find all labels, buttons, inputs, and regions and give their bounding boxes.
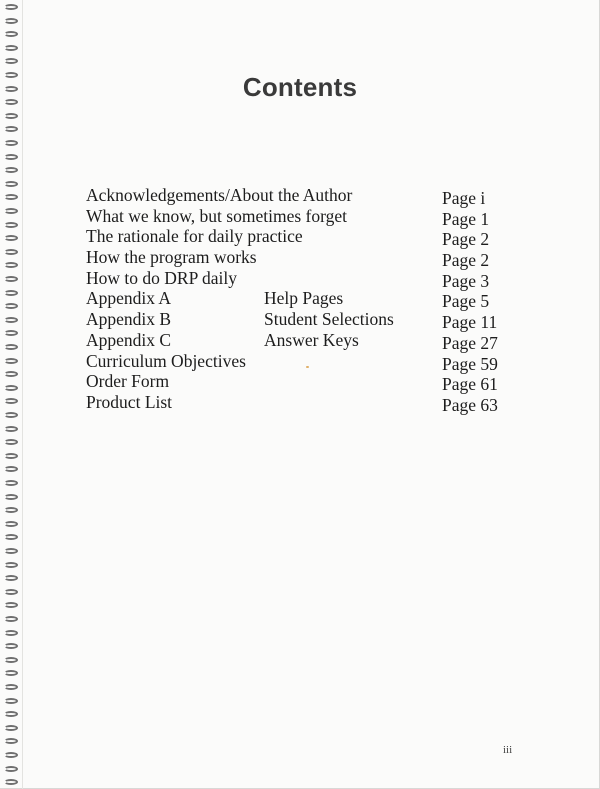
toc-entry-subtitle: Answer Keys — [264, 329, 359, 350]
binding-ring — [4, 453, 18, 459]
binding-ring — [4, 290, 18, 296]
toc-entry-page: Page 3 — [442, 270, 490, 291]
binding-ring — [4, 534, 18, 540]
binding-ring — [4, 58, 18, 64]
paper-speck — [306, 366, 309, 368]
toc-row — [86, 268, 526, 289]
binding-ring — [4, 589, 18, 595]
binding-ring — [4, 725, 18, 731]
binding-ring — [4, 126, 18, 132]
binding-ring — [4, 507, 18, 513]
binding-ring — [4, 738, 18, 744]
toc-entry-label: Product List — [86, 391, 173, 412]
binding-ring — [4, 358, 18, 364]
toc-entry-subtitle: Student Selections — [264, 309, 394, 330]
binding-ring — [4, 276, 18, 282]
binding-ring — [4, 562, 18, 568]
toc-entry-page: Page 2 — [442, 229, 490, 250]
toc-row — [86, 247, 526, 271]
page-title: Contents — [242, 72, 358, 102]
toc-row — [86, 309, 526, 333]
binding-ring — [4, 426, 18, 432]
binding-ring — [4, 385, 18, 391]
binding-ring — [4, 344, 18, 350]
binding-ring — [4, 249, 18, 255]
binding-ring — [4, 494, 18, 500]
binding-ring — [4, 45, 18, 51]
binding-ring — [4, 548, 18, 554]
binding-ring — [4, 222, 18, 228]
toc-row — [86, 185, 526, 206]
toc-entry-page: Page 27 — [442, 332, 498, 353]
binding-ring — [4, 412, 18, 418]
toc-row — [86, 392, 526, 413]
binding-ring — [4, 466, 18, 472]
binding-ring — [4, 657, 18, 663]
toc-entry-page: Page 1 — [442, 208, 490, 229]
table-of-contents — [86, 185, 526, 413]
toc-row — [86, 288, 526, 312]
toc-entry-label: Acknowledgements/About the Author — [86, 185, 353, 205]
binding-ring — [4, 521, 18, 527]
binding-ring — [4, 602, 18, 608]
binding-ring — [4, 262, 18, 268]
toc-entry-label: Appendix C — [86, 329, 172, 350]
toc-entry-label: The rationale for daily practice — [86, 226, 303, 247]
toc-entry-page: Page 2 — [442, 250, 490, 271]
toc-entry-page: Page 5 — [442, 291, 490, 312]
toc-row — [86, 351, 526, 372]
binding-ring — [4, 698, 18, 704]
binding-ring — [4, 167, 18, 173]
binding-ring — [4, 208, 18, 214]
toc-row — [86, 330, 526, 351]
binding-ring — [4, 303, 18, 309]
toc-entry-label: Appendix A — [86, 288, 172, 309]
binding-ring — [4, 317, 18, 323]
binding-ring — [4, 630, 18, 636]
toc-entry-label: Curriculum Objectives — [86, 350, 246, 371]
toc-entry-subtitle: Help Pages — [264, 288, 344, 309]
binding-ring — [4, 154, 18, 160]
toc-entry-label: Appendix B — [86, 309, 172, 330]
binding-ring — [4, 779, 18, 785]
binding-ring — [4, 194, 18, 200]
binding-ring — [4, 18, 18, 24]
binding-ring — [4, 113, 18, 119]
binding-ring — [4, 330, 18, 336]
toc-row — [86, 226, 526, 250]
page-number: iii — [503, 744, 513, 756]
binding-ring — [4, 181, 18, 187]
toc-entry-label: How the program works — [86, 247, 257, 268]
binding-ring — [4, 371, 18, 377]
binding-ring — [4, 4, 18, 10]
binding-ring — [4, 398, 18, 404]
binding-ring — [4, 684, 18, 690]
binding-ring — [4, 31, 18, 37]
toc-entry-label: What we know, but sometimes forget — [86, 205, 347, 226]
binding-ring — [4, 752, 18, 758]
toc-entry-page: Page 63 — [442, 394, 498, 415]
toc-entry-page: Page 11 — [442, 312, 498, 333]
binding-ring — [4, 766, 18, 772]
toc-row — [86, 206, 526, 227]
binding-ring — [4, 235, 18, 241]
binding-ring — [4, 643, 18, 649]
binding-ring — [4, 140, 18, 146]
binding-ring — [4, 711, 18, 717]
binding-ring — [4, 480, 18, 486]
toc-entry-label: Order Form — [86, 371, 170, 392]
binding-ring — [4, 670, 18, 676]
toc-entry-page: Page i — [442, 188, 486, 208]
toc-entry-page: Page 59 — [442, 353, 498, 374]
binding-ring — [4, 575, 18, 581]
binding-ring — [4, 439, 18, 445]
toc-entry-label: How to do DRP daily — [86, 267, 238, 288]
toc-row — [86, 371, 526, 395]
toc-entry-page: Page 61 — [442, 374, 498, 395]
spiral-binding — [0, 0, 23, 789]
binding-ring — [4, 616, 18, 622]
